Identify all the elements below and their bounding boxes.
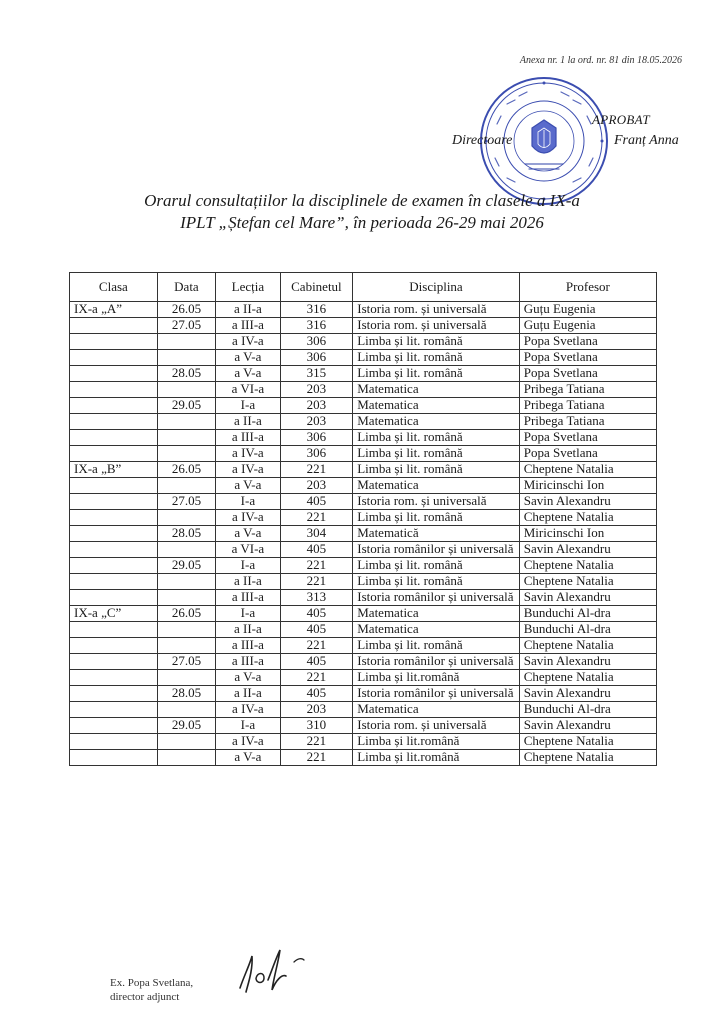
cell-disciplina: Matematica — [353, 478, 520, 494]
cell-profesor: Savin Alexandru — [519, 686, 656, 702]
cell-disciplina: Istoria românilor și universală — [353, 590, 520, 606]
cell-data — [157, 670, 215, 686]
cell-clasa — [70, 414, 158, 430]
cell-profesor: Cheptene Natalia — [519, 638, 656, 654]
table-row — [70, 318, 657, 334]
cell-cabinetul: 310 — [280, 718, 353, 734]
cell-data: 26.05 — [157, 606, 215, 622]
cell-clasa — [70, 638, 158, 654]
table-row — [70, 558, 657, 574]
table-row — [70, 574, 657, 590]
cell-profesor: Cheptene Natalia — [519, 734, 656, 750]
signature-icon — [228, 940, 328, 1000]
cell-clasa: IX-a „A” — [70, 302, 158, 318]
document-title — [0, 190, 724, 234]
cell-disciplina: Limba și lit.română — [353, 750, 520, 766]
cell-disciplina: Matematica — [353, 606, 520, 622]
cell-profesor: Cheptene Natalia — [519, 574, 656, 590]
cell-data — [157, 750, 215, 766]
table-body — [70, 302, 657, 766]
cell-disciplina: Limba și lit. română — [353, 638, 520, 654]
table-row — [70, 350, 657, 366]
cell-disciplina: Matematica — [353, 414, 520, 430]
cell-lectia: a V-a — [216, 670, 280, 686]
cell-lectia: a IV-a — [216, 702, 280, 718]
cell-disciplina: Matematica — [353, 398, 520, 414]
cell-cabinetul: 221 — [280, 638, 353, 654]
cell-data: 29.05 — [157, 558, 215, 574]
header-lectia: Lecția — [216, 273, 280, 302]
cell-profesor: Cheptene Natalia — [519, 670, 656, 686]
table-row — [70, 494, 657, 510]
table-row — [70, 302, 657, 318]
cell-clasa — [70, 494, 158, 510]
cell-data — [157, 590, 215, 606]
cell-profesor: Cheptene Natalia — [519, 750, 656, 766]
cell-data — [157, 638, 215, 654]
cell-data: 26.05 — [157, 302, 215, 318]
table-row — [70, 526, 657, 542]
cell-data — [157, 350, 215, 366]
cell-cabinetul: 405 — [280, 654, 353, 670]
table-row — [70, 654, 657, 670]
header-clasa: Clasa — [70, 273, 158, 302]
cell-cabinetul: 306 — [280, 430, 353, 446]
table-row — [70, 670, 657, 686]
table-row — [70, 622, 657, 638]
cell-disciplina: Limba și lit. română — [353, 558, 520, 574]
cell-disciplina: Matematica — [353, 622, 520, 638]
header-data: Data — [157, 273, 215, 302]
cell-clasa — [70, 478, 158, 494]
cell-data — [157, 446, 215, 462]
cell-clasa — [70, 590, 158, 606]
cell-disciplina: Limba și lit. română — [353, 430, 520, 446]
cell-cabinetul: 316 — [280, 318, 353, 334]
footer-role: director adjunct — [110, 991, 180, 1003]
cell-lectia: a III-a — [216, 430, 280, 446]
cell-profesor: Bunduchi Al-dra — [519, 622, 656, 638]
cell-disciplina: Limba și lit. română — [353, 462, 520, 478]
cell-lectia: a IV-a — [216, 510, 280, 526]
cell-profesor: Pribega Tatiana — [519, 414, 656, 430]
cell-cabinetul: 405 — [280, 542, 353, 558]
cell-lectia: I-a — [216, 606, 280, 622]
cell-data: 27.05 — [157, 494, 215, 510]
cell-data: 29.05 — [157, 398, 215, 414]
cell-clasa — [70, 446, 158, 462]
cell-data: 27.05 — [157, 318, 215, 334]
cell-disciplina: Limba și lit. română — [353, 334, 520, 350]
table-row — [70, 542, 657, 558]
cell-profesor: Bunduchi Al-dra — [519, 606, 656, 622]
cell-cabinetul: 405 — [280, 686, 353, 702]
cell-data — [157, 430, 215, 446]
table-row — [70, 382, 657, 398]
director-name: Franț Anna — [614, 133, 679, 148]
cell-data — [157, 574, 215, 590]
cell-clasa — [70, 510, 158, 526]
table-row — [70, 734, 657, 750]
cell-data — [157, 382, 215, 398]
cell-profesor: Guțu Eugenia — [519, 302, 656, 318]
cell-lectia: I-a — [216, 494, 280, 510]
cell-lectia: a II-a — [216, 686, 280, 702]
cell-clasa — [70, 622, 158, 638]
cell-disciplina: Istoria românilor și universală — [353, 654, 520, 670]
cell-cabinetul: 306 — [280, 334, 353, 350]
cell-data — [157, 414, 215, 430]
cell-clasa — [70, 686, 158, 702]
cell-clasa — [70, 654, 158, 670]
director-label: Directoare — [452, 133, 513, 148]
cell-cabinetul: 203 — [280, 382, 353, 398]
cell-data — [157, 510, 215, 526]
cell-data: 26.05 — [157, 462, 215, 478]
cell-profesor: Savin Alexandru — [519, 590, 656, 606]
cell-clasa — [70, 718, 158, 734]
cell-profesor: Bunduchi Al-dra — [519, 702, 656, 718]
cell-profesor: Guțu Eugenia — [519, 318, 656, 334]
cell-data: 27.05 — [157, 654, 215, 670]
cell-disciplina: Istoria românilor și universală — [353, 686, 520, 702]
cell-cabinetul: 221 — [280, 574, 353, 590]
cell-cabinetul: 316 — [280, 302, 353, 318]
header-disciplina: Disciplina — [353, 273, 520, 302]
cell-disciplina: Istoria românilor și universală — [353, 542, 520, 558]
cell-lectia: a IV-a — [216, 734, 280, 750]
cell-clasa — [70, 702, 158, 718]
cell-lectia: I-a — [216, 718, 280, 734]
cell-data — [157, 542, 215, 558]
cell-disciplina: Limba și lit. română — [353, 366, 520, 382]
table-row — [70, 398, 657, 414]
cell-disciplina: Limba și lit.română — [353, 670, 520, 686]
cell-data: 29.05 — [157, 718, 215, 734]
cell-disciplina: Limba și lit. română — [353, 574, 520, 590]
cell-clasa — [70, 398, 158, 414]
cell-cabinetul: 221 — [280, 670, 353, 686]
cell-lectia: a VI-a — [216, 382, 280, 398]
cell-lectia: a V-a — [216, 366, 280, 382]
table-header-row — [70, 273, 657, 302]
cell-disciplina: Matematica — [353, 382, 520, 398]
cell-cabinetul: 221 — [280, 750, 353, 766]
cell-clasa — [70, 366, 158, 382]
cell-cabinetul: 405 — [280, 606, 353, 622]
cell-cabinetul: 405 — [280, 494, 353, 510]
consultations-table — [69, 272, 657, 766]
cell-cabinetul: 221 — [280, 734, 353, 750]
annex-reference: Anexa nr. 1 la ord. nr. 81 din 18.05.2026 — [519, 55, 682, 66]
cell-disciplina: Matematică — [353, 526, 520, 542]
cell-lectia: I-a — [216, 558, 280, 574]
cell-clasa: IX-a „B” — [70, 462, 158, 478]
table-row — [70, 366, 657, 382]
cell-clasa — [70, 350, 158, 366]
cell-cabinetul: 203 — [280, 478, 353, 494]
table-row — [70, 638, 657, 654]
cell-clasa — [70, 574, 158, 590]
cell-profesor: Popa Svetlana — [519, 430, 656, 446]
cell-cabinetul: 306 — [280, 446, 353, 462]
table-row — [70, 334, 657, 350]
title-line-1: Orarul consultațiilor la disciplinele de examen în clasele a IX-a — [144, 191, 580, 210]
table-row — [70, 414, 657, 430]
table-row — [70, 750, 657, 766]
cell-data — [157, 702, 215, 718]
cell-clasa — [70, 750, 158, 766]
cell-clasa — [70, 670, 158, 686]
cell-data — [157, 734, 215, 750]
table-row — [70, 686, 657, 702]
cell-lectia: I-a — [216, 398, 280, 414]
approval-heading: APROBAT — [592, 112, 650, 127]
cell-lectia: a IV-a — [216, 334, 280, 350]
table-row — [70, 462, 657, 478]
table-row — [70, 718, 657, 734]
cell-profesor: Popa Svetlana — [519, 334, 656, 350]
cell-lectia: a IV-a — [216, 462, 280, 478]
cell-profesor: Cheptene Natalia — [519, 510, 656, 526]
cell-clasa — [70, 734, 158, 750]
cell-clasa — [70, 558, 158, 574]
cell-disciplina: Limba și lit. română — [353, 510, 520, 526]
cell-disciplina: Limba și lit. română — [353, 350, 520, 366]
cell-clasa — [70, 430, 158, 446]
cell-disciplina: Matematica — [353, 702, 520, 718]
cell-profesor: Pribega Tatiana — [519, 382, 656, 398]
cell-profesor: Savin Alexandru — [519, 718, 656, 734]
cell-profesor: Popa Svetlana — [519, 366, 656, 382]
cell-clasa — [70, 382, 158, 398]
cell-profesor: Pribega Tatiana — [519, 398, 656, 414]
cell-cabinetul: 306 — [280, 350, 353, 366]
cell-lectia: a III-a — [216, 318, 280, 334]
cell-clasa: IX-a „C” — [70, 606, 158, 622]
cell-profesor: Cheptene Natalia — [519, 462, 656, 478]
cell-cabinetul: 315 — [280, 366, 353, 382]
cell-lectia: a III-a — [216, 590, 280, 606]
table-row — [70, 446, 657, 462]
cell-lectia: a III-a — [216, 654, 280, 670]
cell-lectia: a II-a — [216, 574, 280, 590]
cell-clasa — [70, 526, 158, 542]
cell-lectia: a V-a — [216, 526, 280, 542]
cell-lectia: a III-a — [216, 638, 280, 654]
title-line-2: IPLT „Ștefan cel Mare”, în perioada 26-29 mai 2026 — [180, 213, 544, 232]
cell-cabinetul: 203 — [280, 398, 353, 414]
cell-profesor: Miricinschi Ion — [519, 526, 656, 542]
cell-lectia: a V-a — [216, 478, 280, 494]
cell-cabinetul: 221 — [280, 558, 353, 574]
cell-profesor: Savin Alexandru — [519, 654, 656, 670]
cell-cabinetul: 203 — [280, 702, 353, 718]
cell-cabinetul: 221 — [280, 462, 353, 478]
table-row — [70, 590, 657, 606]
cell-disciplina: Istoria rom. și universală — [353, 318, 520, 334]
cell-cabinetul: 405 — [280, 622, 353, 638]
cell-data — [157, 334, 215, 350]
cell-profesor: Savin Alexandru — [519, 542, 656, 558]
cell-profesor: Savin Alexandru — [519, 494, 656, 510]
cell-cabinetul: 203 — [280, 414, 353, 430]
header-profesor: Profesor — [519, 273, 656, 302]
table-row — [70, 702, 657, 718]
cell-disciplina: Istoria rom. și universală — [353, 302, 520, 318]
cell-cabinetul: 304 — [280, 526, 353, 542]
cell-lectia: a IV-a — [216, 446, 280, 462]
cell-profesor: Popa Svetlana — [519, 350, 656, 366]
cell-profesor: Cheptene Natalia — [519, 558, 656, 574]
cell-cabinetul: 221 — [280, 510, 353, 526]
footer-executor: Ex. Popa Svetlana, — [110, 977, 194, 989]
cell-disciplina: Istoria rom. și universală — [353, 494, 520, 510]
cell-lectia: a II-a — [216, 302, 280, 318]
cell-lectia: a VI-a — [216, 542, 280, 558]
cell-lectia: a II-a — [216, 622, 280, 638]
table-row — [70, 430, 657, 446]
cell-lectia: a V-a — [216, 750, 280, 766]
cell-lectia: a V-a — [216, 350, 280, 366]
cell-disciplina: Limba și lit.română — [353, 734, 520, 750]
table-row — [70, 606, 657, 622]
table-row — [70, 478, 657, 494]
table-row — [70, 510, 657, 526]
header-cabinetul: Cabinetul — [280, 273, 353, 302]
cell-profesor: Miricinschi Ion — [519, 478, 656, 494]
cell-clasa — [70, 334, 158, 350]
cell-clasa — [70, 542, 158, 558]
cell-data: 28.05 — [157, 366, 215, 382]
cell-disciplina: Limba și lit. română — [353, 446, 520, 462]
cell-profesor: Popa Svetlana — [519, 446, 656, 462]
cell-lectia: a II-a — [216, 414, 280, 430]
cell-disciplina: Istoria rom. și universală — [353, 718, 520, 734]
cell-data — [157, 478, 215, 494]
cell-data — [157, 622, 215, 638]
cell-cabinetul: 313 — [280, 590, 353, 606]
cell-data: 28.05 — [157, 686, 215, 702]
footer-note — [110, 976, 193, 1004]
cell-data: 28.05 — [157, 526, 215, 542]
cell-clasa — [70, 318, 158, 334]
